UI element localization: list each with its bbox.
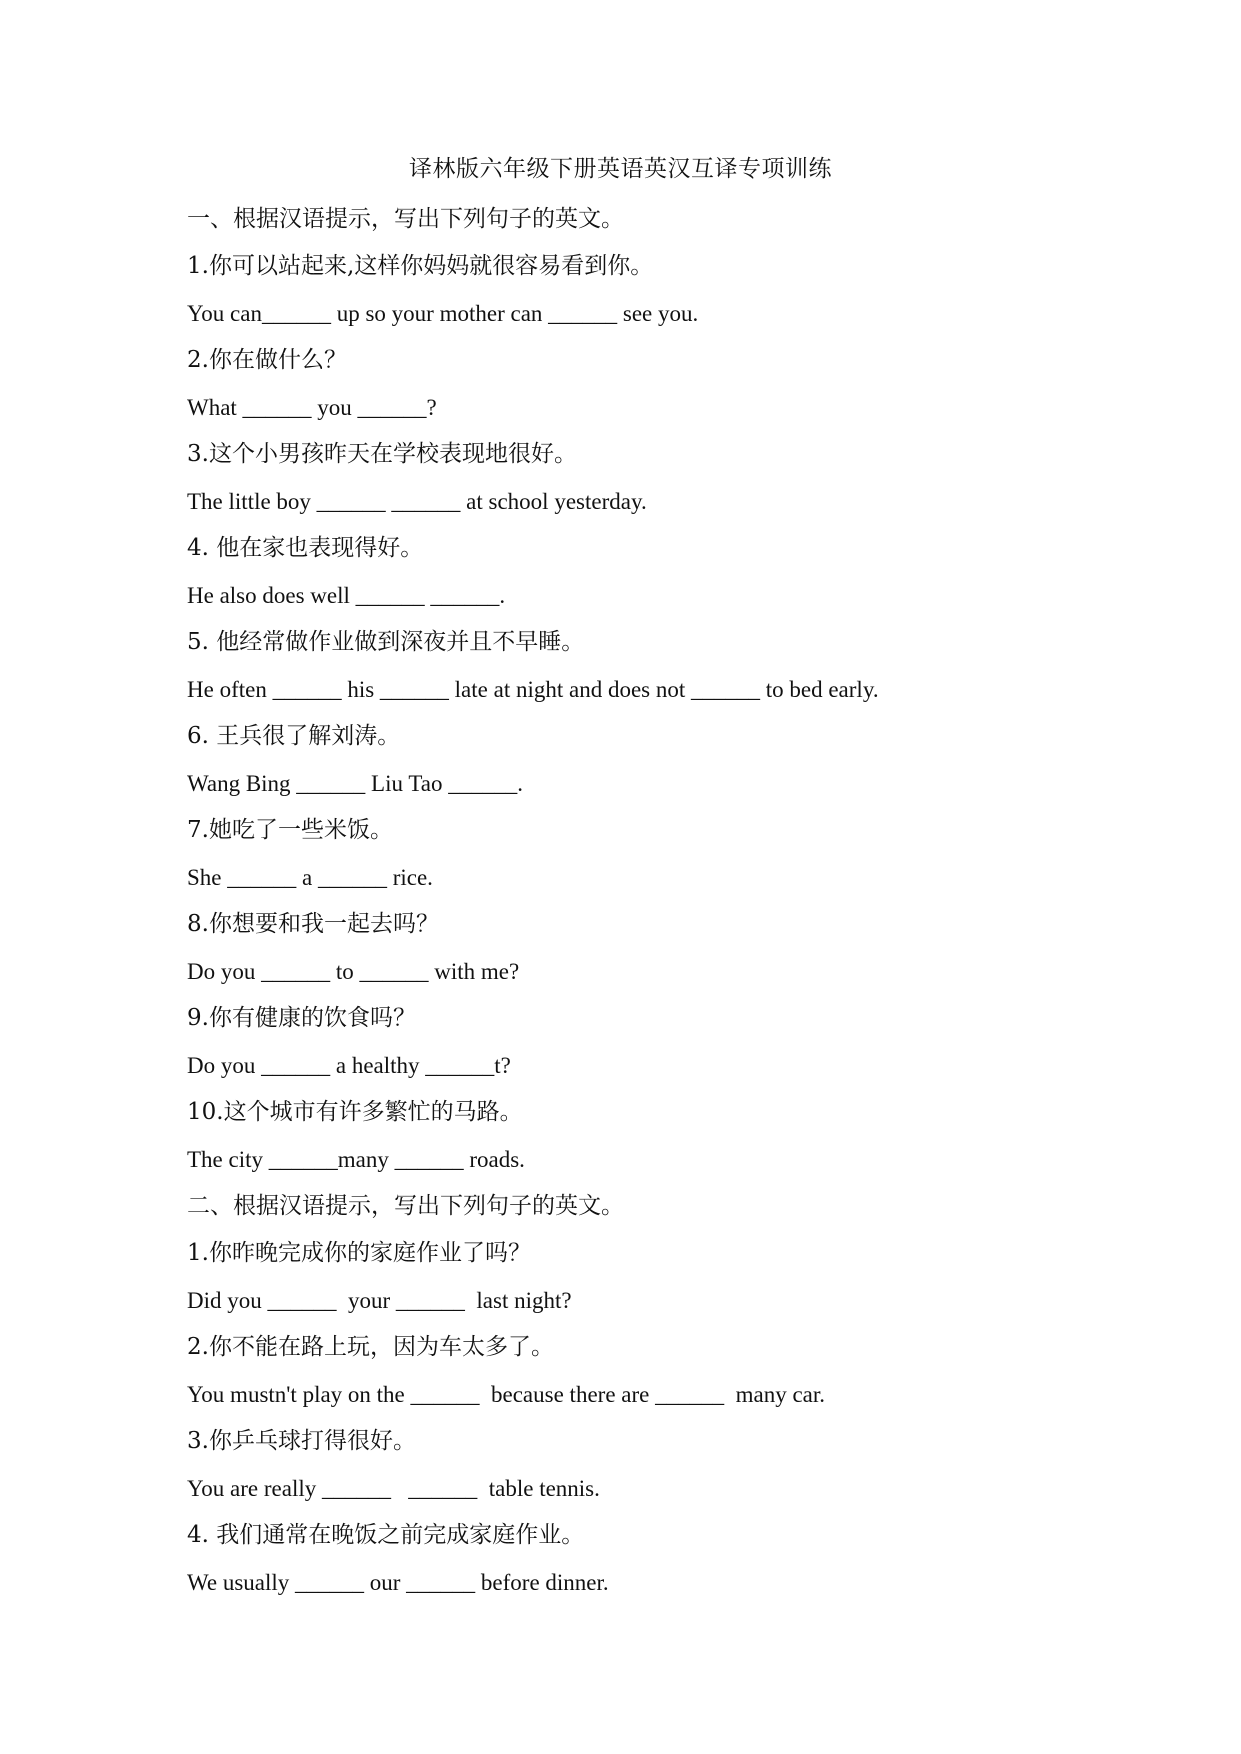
question-english-2-2: You mustn't play on the ______ because there are ______ many car. (187, 1382, 826, 1407)
question-chinese-1-10: 10.这个城市有许多繁忙的马路。 (187, 1099, 523, 1125)
question-chinese-1-3: 3.这个小男孩昨天在学校表现地很好。 (187, 441, 577, 467)
question-chinese-1-8: 8.你想要和我一起去吗？ (187, 911, 439, 937)
question-chinese-1-7: 7.她吃了一些米饭。 (187, 817, 393, 843)
question-chinese-1-2: 2.你在做什么？ (187, 347, 347, 373)
question-chinese-2-2: 2.你不能在路上玩，因为车太多了。 (187, 1334, 554, 1360)
question-english-1-5: He often ______ his ______ late at night and does not ______ to bed early. (187, 677, 879, 702)
question-english-1-3: The little boy ______ ______ at school yesterday. (187, 489, 647, 514)
question-chinese-1-4: 4. 他在家也表现得好。 (187, 535, 424, 561)
question-chinese-2-1: 1.你昨晚完成你的家庭作业了吗？ (187, 1240, 531, 1266)
question-chinese-1-1: 1.你可以站起来,这样你妈妈就很容易看到你。 (187, 253, 654, 279)
section-heading-1: 一、根据汉语提示，写出下列句子的英文。 (187, 206, 624, 232)
question-english-2-4: We usually ______ our ______ before dinner. (187, 1570, 609, 1595)
question-english-1-7: She ______ a ______ rice. (187, 865, 433, 890)
section-heading-2: 二、根据汉语提示，写出下列句子的英文。 (187, 1193, 624, 1219)
question-english-1-6: Wang Bing ______ Liu Tao ______. (187, 771, 523, 796)
question-english-1-4: He also does well ______ ______. (187, 583, 506, 608)
exercise-content (187, 196, 1167, 1606)
question-english-1-1: You can______ up so your mother can ______ see you. (187, 301, 699, 326)
question-english-1-2: What ______ you ______? (187, 395, 437, 420)
question-chinese-2-3: 3.你乒乓球打得很好。 (187, 1428, 416, 1454)
question-english-1-8: Do you ______ to ______ with me? (187, 959, 520, 984)
question-english-1-9: Do you ______ a healthy ______t? (187, 1053, 511, 1078)
question-english-2-3: You are really ______ ______ table tennis. (187, 1476, 600, 1501)
question-chinese-1-5: 5. 他经常做作业做到深夜并且不早睡。 (187, 629, 585, 655)
question-chinese-1-6: 6. 王兵很了解刘涛。 (187, 723, 401, 749)
document-title: 译林版六年级下册英语英汉互译专项训练 (409, 156, 832, 182)
question-chinese-2-4: 4. 我们通常在晚饭之前完成家庭作业。 (187, 1522, 585, 1548)
question-chinese-1-9: 9.你有健康的饮食吗？ (187, 1005, 416, 1031)
question-english-2-1: Did you ______ your ______ last night? (187, 1288, 572, 1313)
question-english-1-10: The city ______many ______ roads. (187, 1147, 525, 1172)
